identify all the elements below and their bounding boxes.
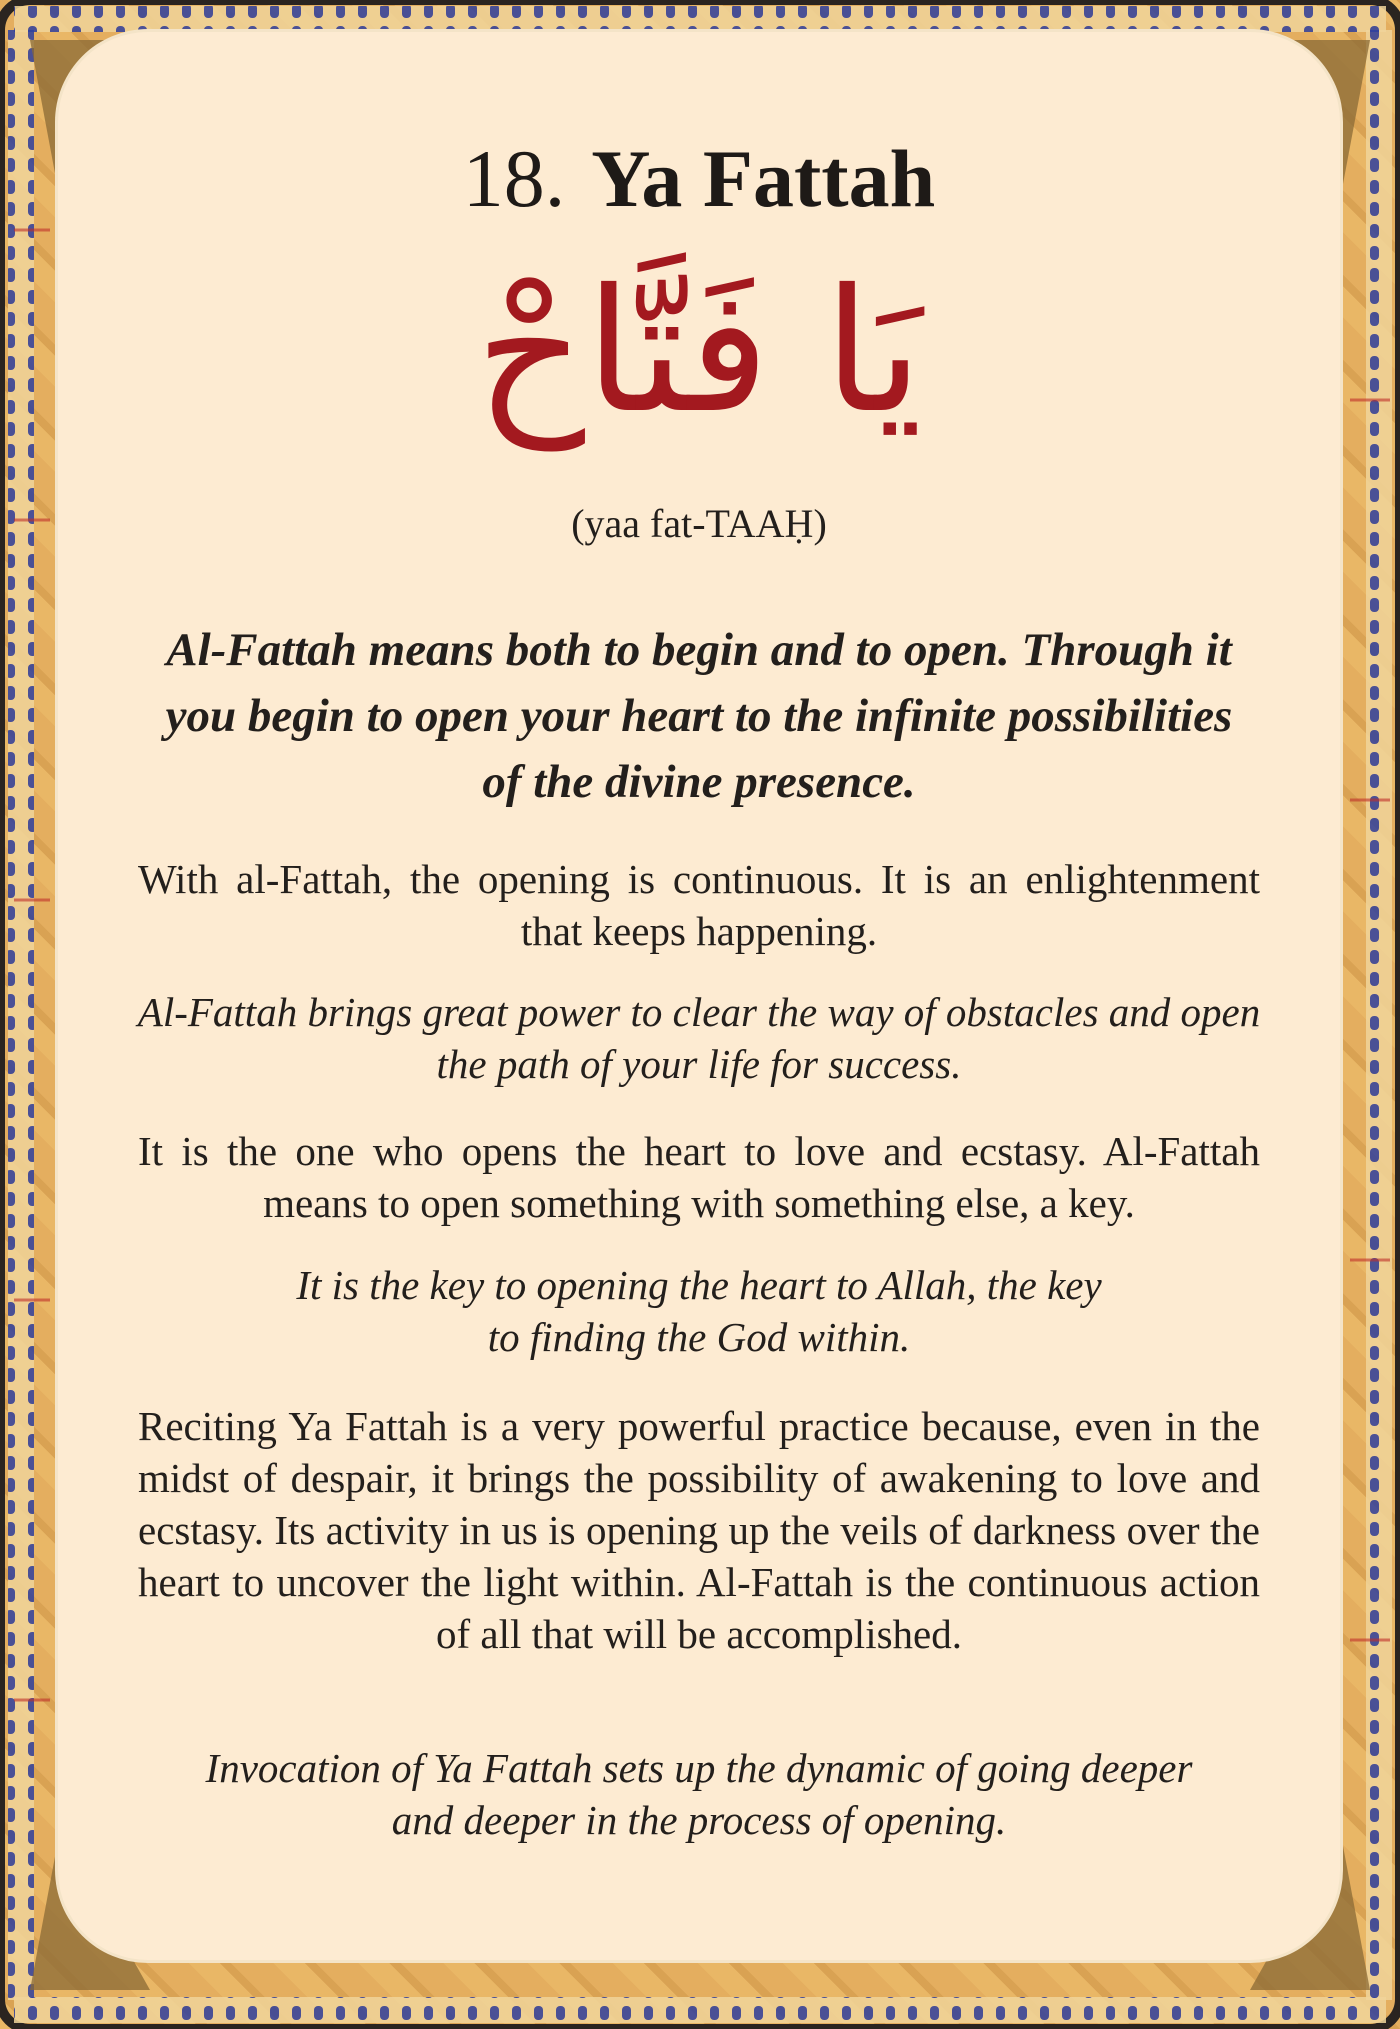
lead-statement: Al-Fattah means both to begin and to open. Through it you begin to open your heart to the infinite possibilities of the divine presence.	[165, 624, 1233, 808]
card-number: 18.	[462, 133, 566, 224]
pronunciation: (yaa fat-TAAḤ)	[571, 501, 827, 546]
card-panel	[58, 32, 1340, 1960]
paragraph-6: Invocation of Ya Fattah sets up the dynamic of going deeper and deeper in the process of opening.	[205, 1745, 1193, 1843]
divine-name: Ya Fattah	[591, 133, 936, 224]
arabic-calligraphy: يَا فَتَّاحْ	[475, 253, 923, 451]
paragraph-5: Reciting Ya Fattah is a very powerful practice because, even in the midst of despair, it brings the possibility of awakening to love and ecstasy. Its activity in us is opening up the veils of darkness over the heart to uncover the light within. Al-Fattah is the continuous action of all that will be accomplished.	[138, 1403, 1260, 1657]
paragraph-2: Al-Fattah brings great power to clear the way of obstacles and open the path of your life for success.	[137, 989, 1261, 1087]
card-title	[58, 132, 1340, 226]
paragraph-1: With al-Fattah, the opening is continuous. It is an enlightenment that keeps happening.	[138, 856, 1260, 954]
paragraph-3: It is the one who opens the heart to love and ecstasy. Al-Fattah means to open something with something else, a key.	[138, 1128, 1260, 1226]
paragraph-4: It is the key to opening the heart to Allah, the key to finding the God within.	[296, 1262, 1102, 1360]
